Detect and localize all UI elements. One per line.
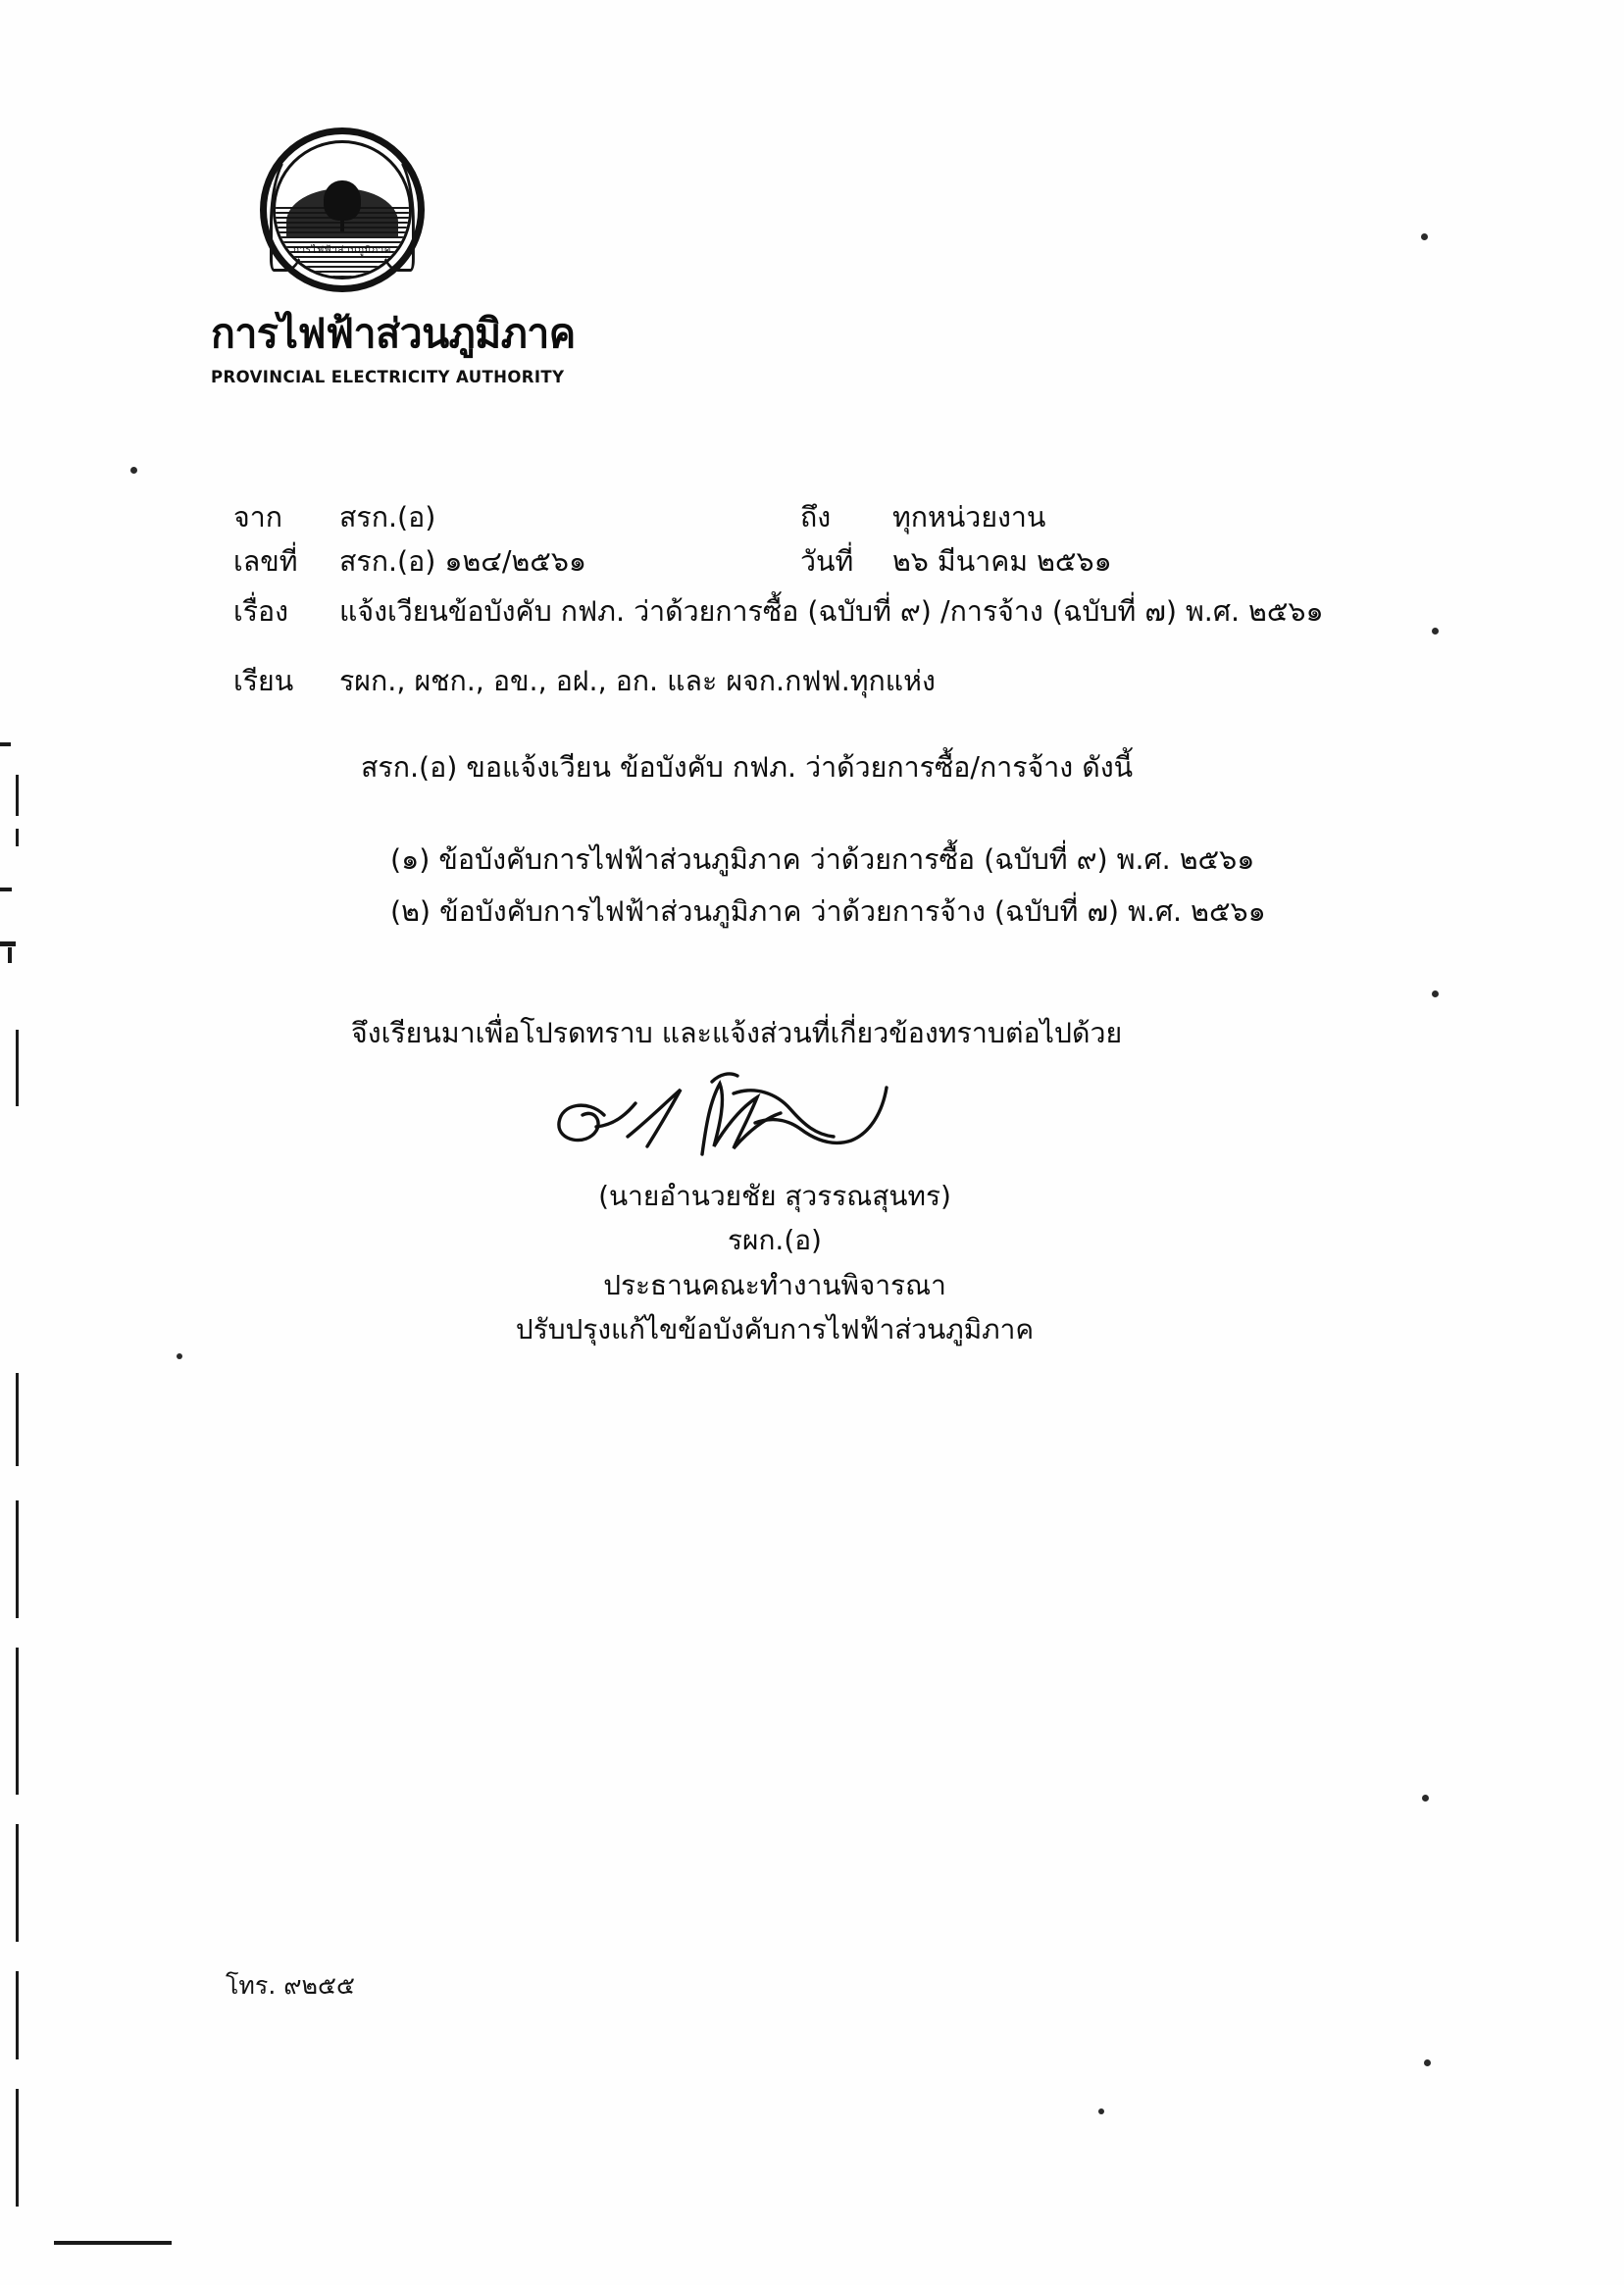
scan-artifact	[16, 1500, 19, 1618]
scan-speckle	[1421, 233, 1428, 240]
to-value: ทุกหน่วยงาน	[892, 501, 1046, 533]
row-number-date	[233, 539, 1391, 584]
scan-artifact	[0, 742, 11, 746]
scan-artifact	[16, 1373, 19, 1466]
signature-block	[471, 1064, 1079, 1351]
emblem-arc-text: การไฟฟ้าส่วนภูมิภาค	[293, 244, 391, 256]
list-item: (๑) ข้อบังคับการไฟฟ้าส่วนภูมิภาค ว่าด้วยการซื้อ (ฉบับที่ ๙) พ.ศ. ๒๕๖๑	[390, 842, 1255, 876]
memo-body	[233, 745, 1410, 1055]
scan-speckle	[1424, 2059, 1431, 2066]
memo-header-fields	[233, 495, 1391, 703]
scan-speckle	[177, 1353, 182, 1359]
signer-title-line1: ประธานคณะทำงานพิจารณา	[603, 1268, 946, 1301]
scan-speckle	[1098, 2108, 1104, 2114]
number-label: เลขที่	[233, 545, 298, 579]
scan-artifact	[54, 2241, 172, 2245]
pea-emblem-icon	[260, 127, 425, 292]
row-from-to	[233, 495, 1391, 539]
from-value: สรก.(อ)	[339, 501, 436, 533]
body-item-list	[233, 838, 1410, 935]
scan-artifact	[16, 775, 19, 816]
subject-value: แจ้งเวียนข้อบังคับ กฟภ. ว่าด้วยการซื้อ (ฉบับที่ ๙) /การจ้าง (ฉบับที่ ๗) พ.ศ. ๒๕๖๑	[339, 595, 1324, 629]
organization-name-en: PROVINCIAL ELECTRICITY AUTHORITY	[211, 368, 565, 386]
list-item: (๒) ข้อบังคับการไฟฟ้าส่วนภูมิภาค ว่าด้วยการจ้าง (ฉบับที่ ๗) พ.ศ. ๒๕๖๑	[390, 895, 1266, 929]
scan-artifact	[16, 1030, 19, 1106]
subject-label: เรื่อง	[233, 595, 289, 629]
scan-speckle	[1432, 628, 1439, 635]
scan-artifact	[16, 1648, 19, 1795]
scan-speckle	[1422, 1795, 1429, 1802]
date-value: ๒๖ มีนาคม ๒๕๖๑	[892, 545, 1112, 579]
attention-label: เรียน	[233, 665, 294, 698]
scan-artifact	[16, 1824, 19, 1942]
signer-position: รผก.(อ)	[728, 1224, 822, 1257]
row-subject	[233, 589, 1391, 634]
organization-logo	[211, 127, 603, 386]
telephone-footer: โทร. ๙๒๕๕	[226, 1971, 355, 2000]
handwritten-signature	[471, 1064, 1079, 1172]
from-label: จาก	[233, 501, 282, 533]
scan-artifact	[16, 829, 19, 846]
to-label: ถึง	[800, 501, 832, 533]
body-closing: จึงเรียนมาเพื่อโปรดทราบ และแจ้งส่วนที่เกี่ยวข้องทราบต่อไปด้วย	[351, 1016, 1123, 1049]
number-value: สรก.(อ) ๑๒๔/๒๕๖๑	[339, 545, 587, 579]
scan-speckle	[1432, 990, 1439, 997]
scan-artifact	[0, 888, 12, 891]
signer-title-line2: ปรับปรุงแก้ไขข้อบังคับการไฟฟ้าส่วนภูมิภาค	[515, 1313, 1035, 1346]
scan-artifact	[16, 1971, 19, 2059]
scan-speckle	[130, 467, 137, 474]
scan-artifact	[8, 947, 12, 963]
scan-artifact	[0, 941, 16, 946]
organization-name-th: การไฟฟ้าส่วนภูมิภาค	[211, 310, 576, 357]
date-label: วันที่	[800, 545, 854, 579]
attention-value: รผก., ผชก., อข., อฝ., อก. และ ผจก.กฟฟ.ทุกแห่ง	[339, 665, 936, 698]
body-intro: สรก.(อ) ขอแจ้งเวียน ข้อบังคับ กฟภ. ว่าด้วยการซื้อ/การจ้าง ดังนี้	[361, 751, 1134, 784]
signer-name: (นายอำนวยชัย สุวรรณสุนทร)	[598, 1180, 951, 1212]
scan-artifact	[16, 2089, 19, 2207]
row-attention	[233, 659, 1391, 703]
